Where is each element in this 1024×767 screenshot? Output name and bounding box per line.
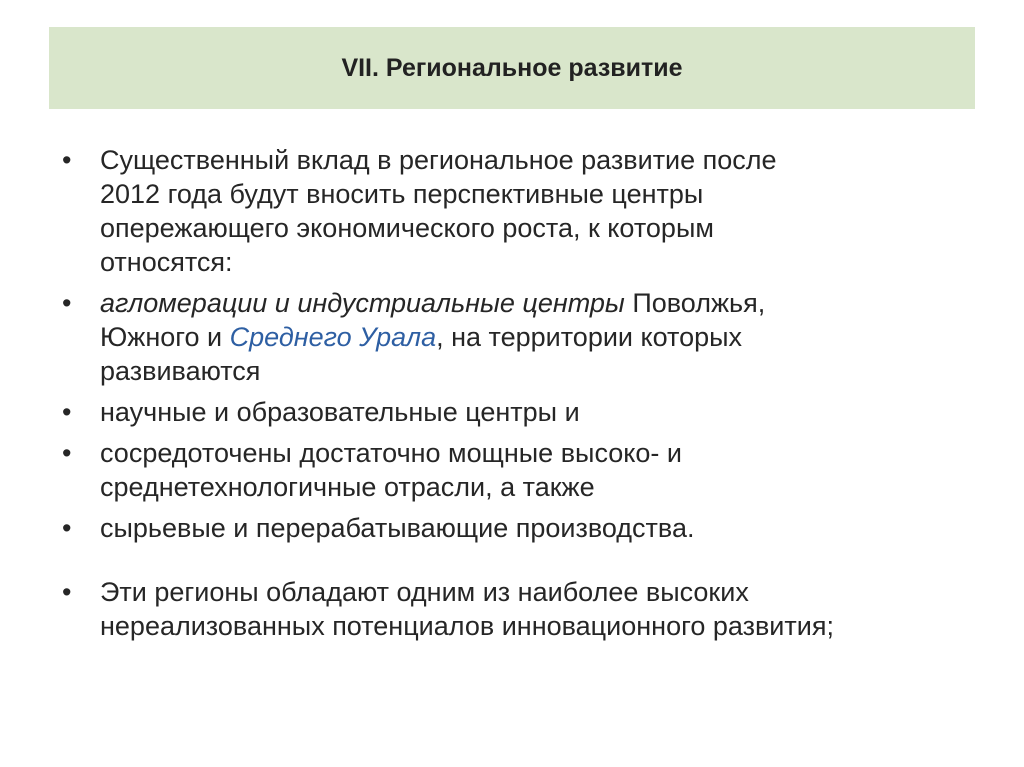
bullet-text-line: научные и образовательные центры и <box>100 397 580 427</box>
bullet-text-line: Эти регионы обладают одним из наиболее высоких <box>100 577 749 607</box>
bullet-item <box>62 143 962 279</box>
bullet-item <box>62 286 962 388</box>
bullet-text-line <box>100 286 962 320</box>
bullet-text-line: сырьевые и перерабатывающие производства. <box>100 513 695 543</box>
plain-phrase: Южного и <box>100 322 230 352</box>
bullet-text-line <box>100 320 962 354</box>
bullet-marker: • <box>62 288 72 318</box>
bullet-marker: • <box>62 145 72 175</box>
title-bar <box>49 27 975 109</box>
bullet-marker: • <box>62 397 72 427</box>
bullet-item <box>62 395 962 429</box>
plain-phrase: Поволжья, <box>624 288 766 318</box>
bullet-item <box>62 511 962 545</box>
bullet-text-line: среднетехнологичные отрасли, а также <box>100 472 595 502</box>
bullet-item <box>62 575 962 643</box>
bullet-marker: • <box>62 577 72 607</box>
bullet-marker: • <box>62 438 72 468</box>
accent-phrase: Среднего Урала <box>229 322 437 352</box>
bullet-marker: • <box>62 513 72 543</box>
slide-title: VII. Региональное развитие <box>341 53 683 82</box>
bullet-text-line: развиваются <box>100 356 261 386</box>
bullet-text-line: нереализованных потенциалов инновационного развития; <box>100 611 834 641</box>
bullet-list <box>62 143 962 650</box>
bullet-text-line: сосредоточены достаточно мощные высоко- и <box>100 438 682 468</box>
italic-phrase: агломерации и индустриальные центры <box>100 288 625 318</box>
bullet-text-line: опережающего экономического роста, к которым <box>100 213 714 243</box>
bullet-item <box>62 436 962 504</box>
plain-phrase: , на территории которых <box>436 322 743 352</box>
bullet-text-line: Существенный вклад в региональное развитие после <box>100 145 777 175</box>
bullet-text-line: относятся: <box>100 247 233 277</box>
bullet-text-line: 2012 года будут вносить перспективные центры <box>100 179 704 209</box>
